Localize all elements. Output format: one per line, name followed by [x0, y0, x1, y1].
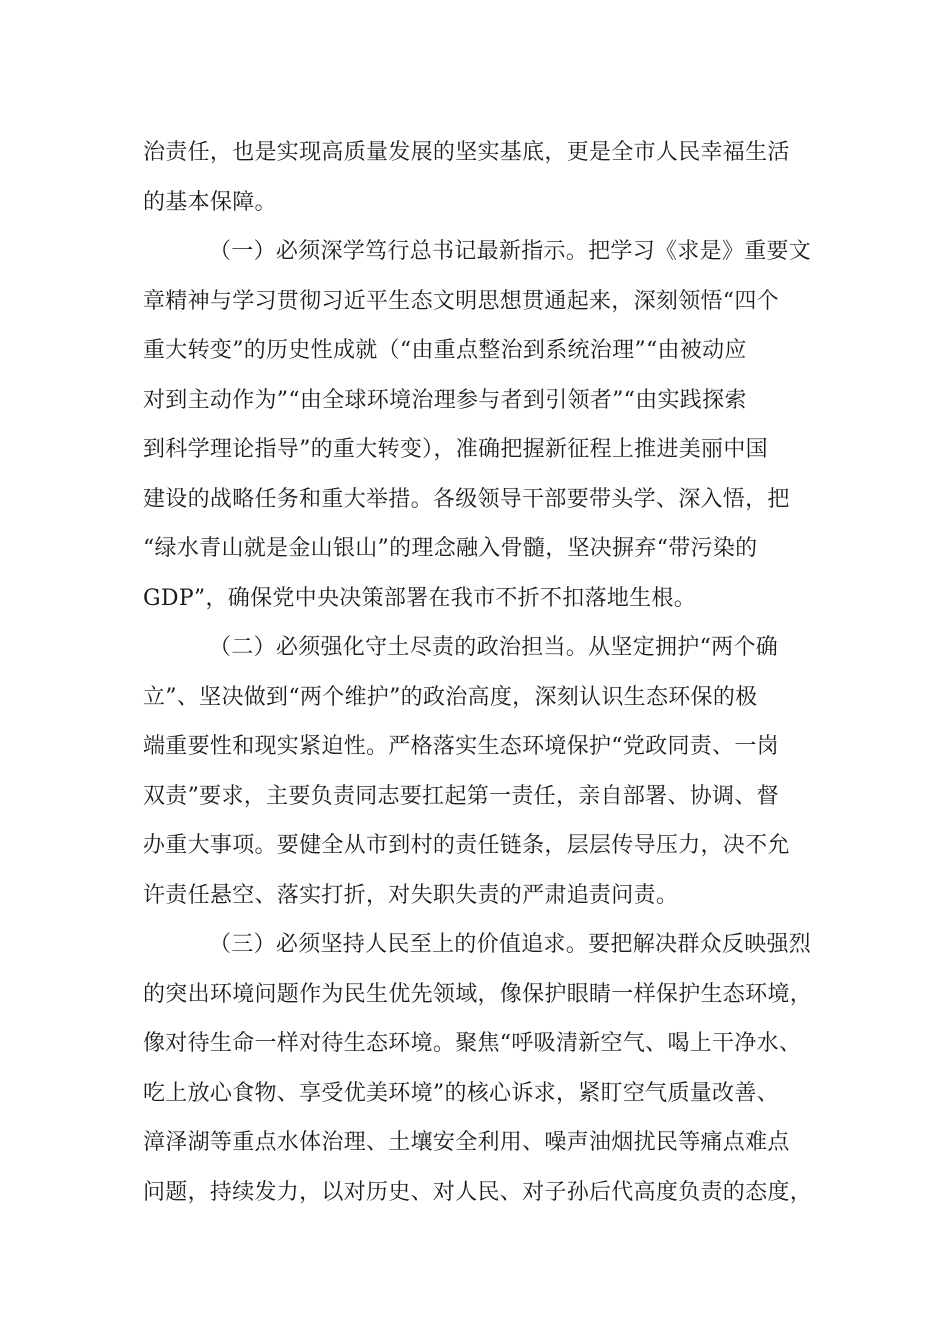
text-line: 许责任悬空、落实打折，对失职失责的严肃追责问责。 — [143, 882, 679, 908]
text-line: 立”、坚决做到“两个维护”的政治高度，深刻认识生态环保的极 — [143, 684, 758, 710]
text-line: 建设的战略任务和重大举措。各级领导干部要带头学、深入悟，把 — [143, 486, 790, 512]
text-line: （二）必须强化守土尽责的政治担当。从坚定拥护“两个确 — [209, 635, 779, 660]
text-line: （三）必须坚持人民至上的价值追求。要把解决群众反映强烈 — [209, 932, 812, 957]
paragraph-point-1 — [143, 227, 812, 623]
document-body — [143, 128, 813, 1217]
text-line: 吃上放心食物、享受优美环境”的核心诉求，紧盯空气质量改善、 — [143, 1080, 779, 1106]
text-line: 漳泽湖等重点水体治理、土壤安全利用、噪声油烟扰民等痛点难点 — [143, 1130, 790, 1155]
text-line: 问题，持续发力，以对历史、对人民、对子孙后代高度负责的态度， — [143, 1179, 813, 1205]
text-line: 双责”要求，主要负责同志要扛起第一责任，亲自部署、协调、督 — [143, 783, 779, 809]
text-line: 章精神与学习贯彻习近平生态文明思想贯通起来，深刻领悟“四个 — [143, 288, 779, 314]
text-line: 的突出环境问题作为民生优先领域，像保护眼睛一样保护生态环境， — [143, 981, 813, 1007]
text-line: 治责任，也是实现高质量发展的坚实基底，更是全市人民幸福生活 — [143, 140, 790, 165]
paragraph-point-2 — [143, 623, 807, 920]
paragraph-point-3 — [143, 920, 813, 1217]
text-line: （一）必须深学笃行总书记最新指示。把学习《求是》重要文 — [209, 239, 812, 264]
text-line: 像对待生命一样对待生态环境。聚焦“呼吸清新空气、喝上干净水、 — [143, 1031, 802, 1056]
paragraph-intro-continuation — [143, 128, 807, 227]
text-line: 办重大事项。要健全从市到村的责任链条，层层传导压力，决不允 — [143, 833, 790, 858]
text-line: 到科学理论指导”的重大转变），准确把握新征程上推进美丽中国 — [143, 437, 768, 462]
text-line: 的基本保障。 — [143, 189, 277, 215]
text-line: 对到主动作为”“由全球环境治理参与者到引领者”“由实践探索 — [143, 387, 747, 413]
text-line: GDP”，确保党中央决策部署在我市不折不扣落地生根。 — [143, 585, 697, 611]
text-line: 重大转变”的历史性成就（“由重点整治到系统治理”“由被动应 — [143, 338, 747, 363]
text-line: “绿水青山就是金山银山”的理念融入骨髓，坚决摒弃“带污染的 — [143, 536, 758, 561]
text-line: 端重要性和现实紧迫性。严格落实生态环境保护“党政同责、一岗 — [143, 734, 779, 759]
